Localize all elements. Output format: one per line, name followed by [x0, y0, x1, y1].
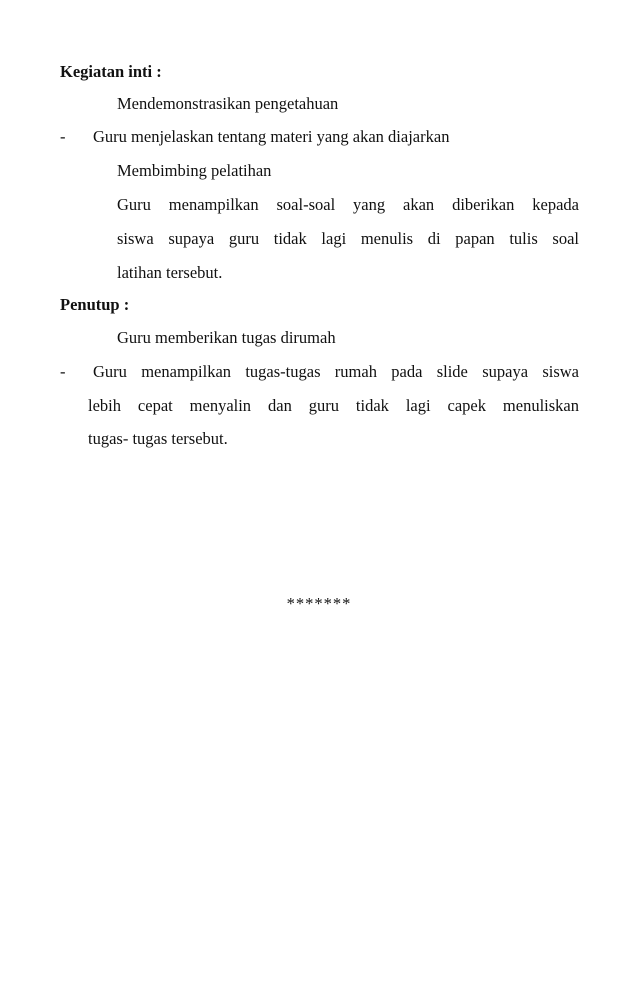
bullet-dash: - [60, 127, 66, 146]
subheading-membimbing: Membimbing pelatihan [117, 161, 272, 180]
subheading-guru-memberikan: Guru memberikan tugas dirumah [117, 328, 336, 347]
paragraph-line: siswa supaya guru tidak lagi menulis di papan tulis soal [117, 229, 579, 248]
bullet-text-line: lebih cepat menyalin dan guru tidak lagi capek menuliskan [88, 396, 579, 415]
section-heading-kegiatan-inti: Kegiatan inti : [60, 62, 162, 81]
bullet-text-guru-menjelaskan: Guru menjelaskan tentang materi yang akan diajarkan [93, 127, 450, 146]
bullet-dash: - [60, 362, 66, 381]
subheading-mendemonstrasikan: Mendemonstrasikan pengetahuan [117, 94, 339, 113]
paragraph-line-last: latihan tersebut. [117, 263, 223, 282]
bullet-text-line: Guru menampilkan tugas-tugas rumah pada slide supaya siswa [93, 362, 579, 381]
section-heading-penutup: Penutup : [60, 295, 130, 314]
paragraph-line: Guru menampilkan soal-soal yang akan diberikan kepada [117, 195, 579, 214]
bullet-text-line-last: tugas- tugas tersebut. [88, 429, 228, 448]
section-divider-asterisks: ******* [286, 594, 352, 613]
